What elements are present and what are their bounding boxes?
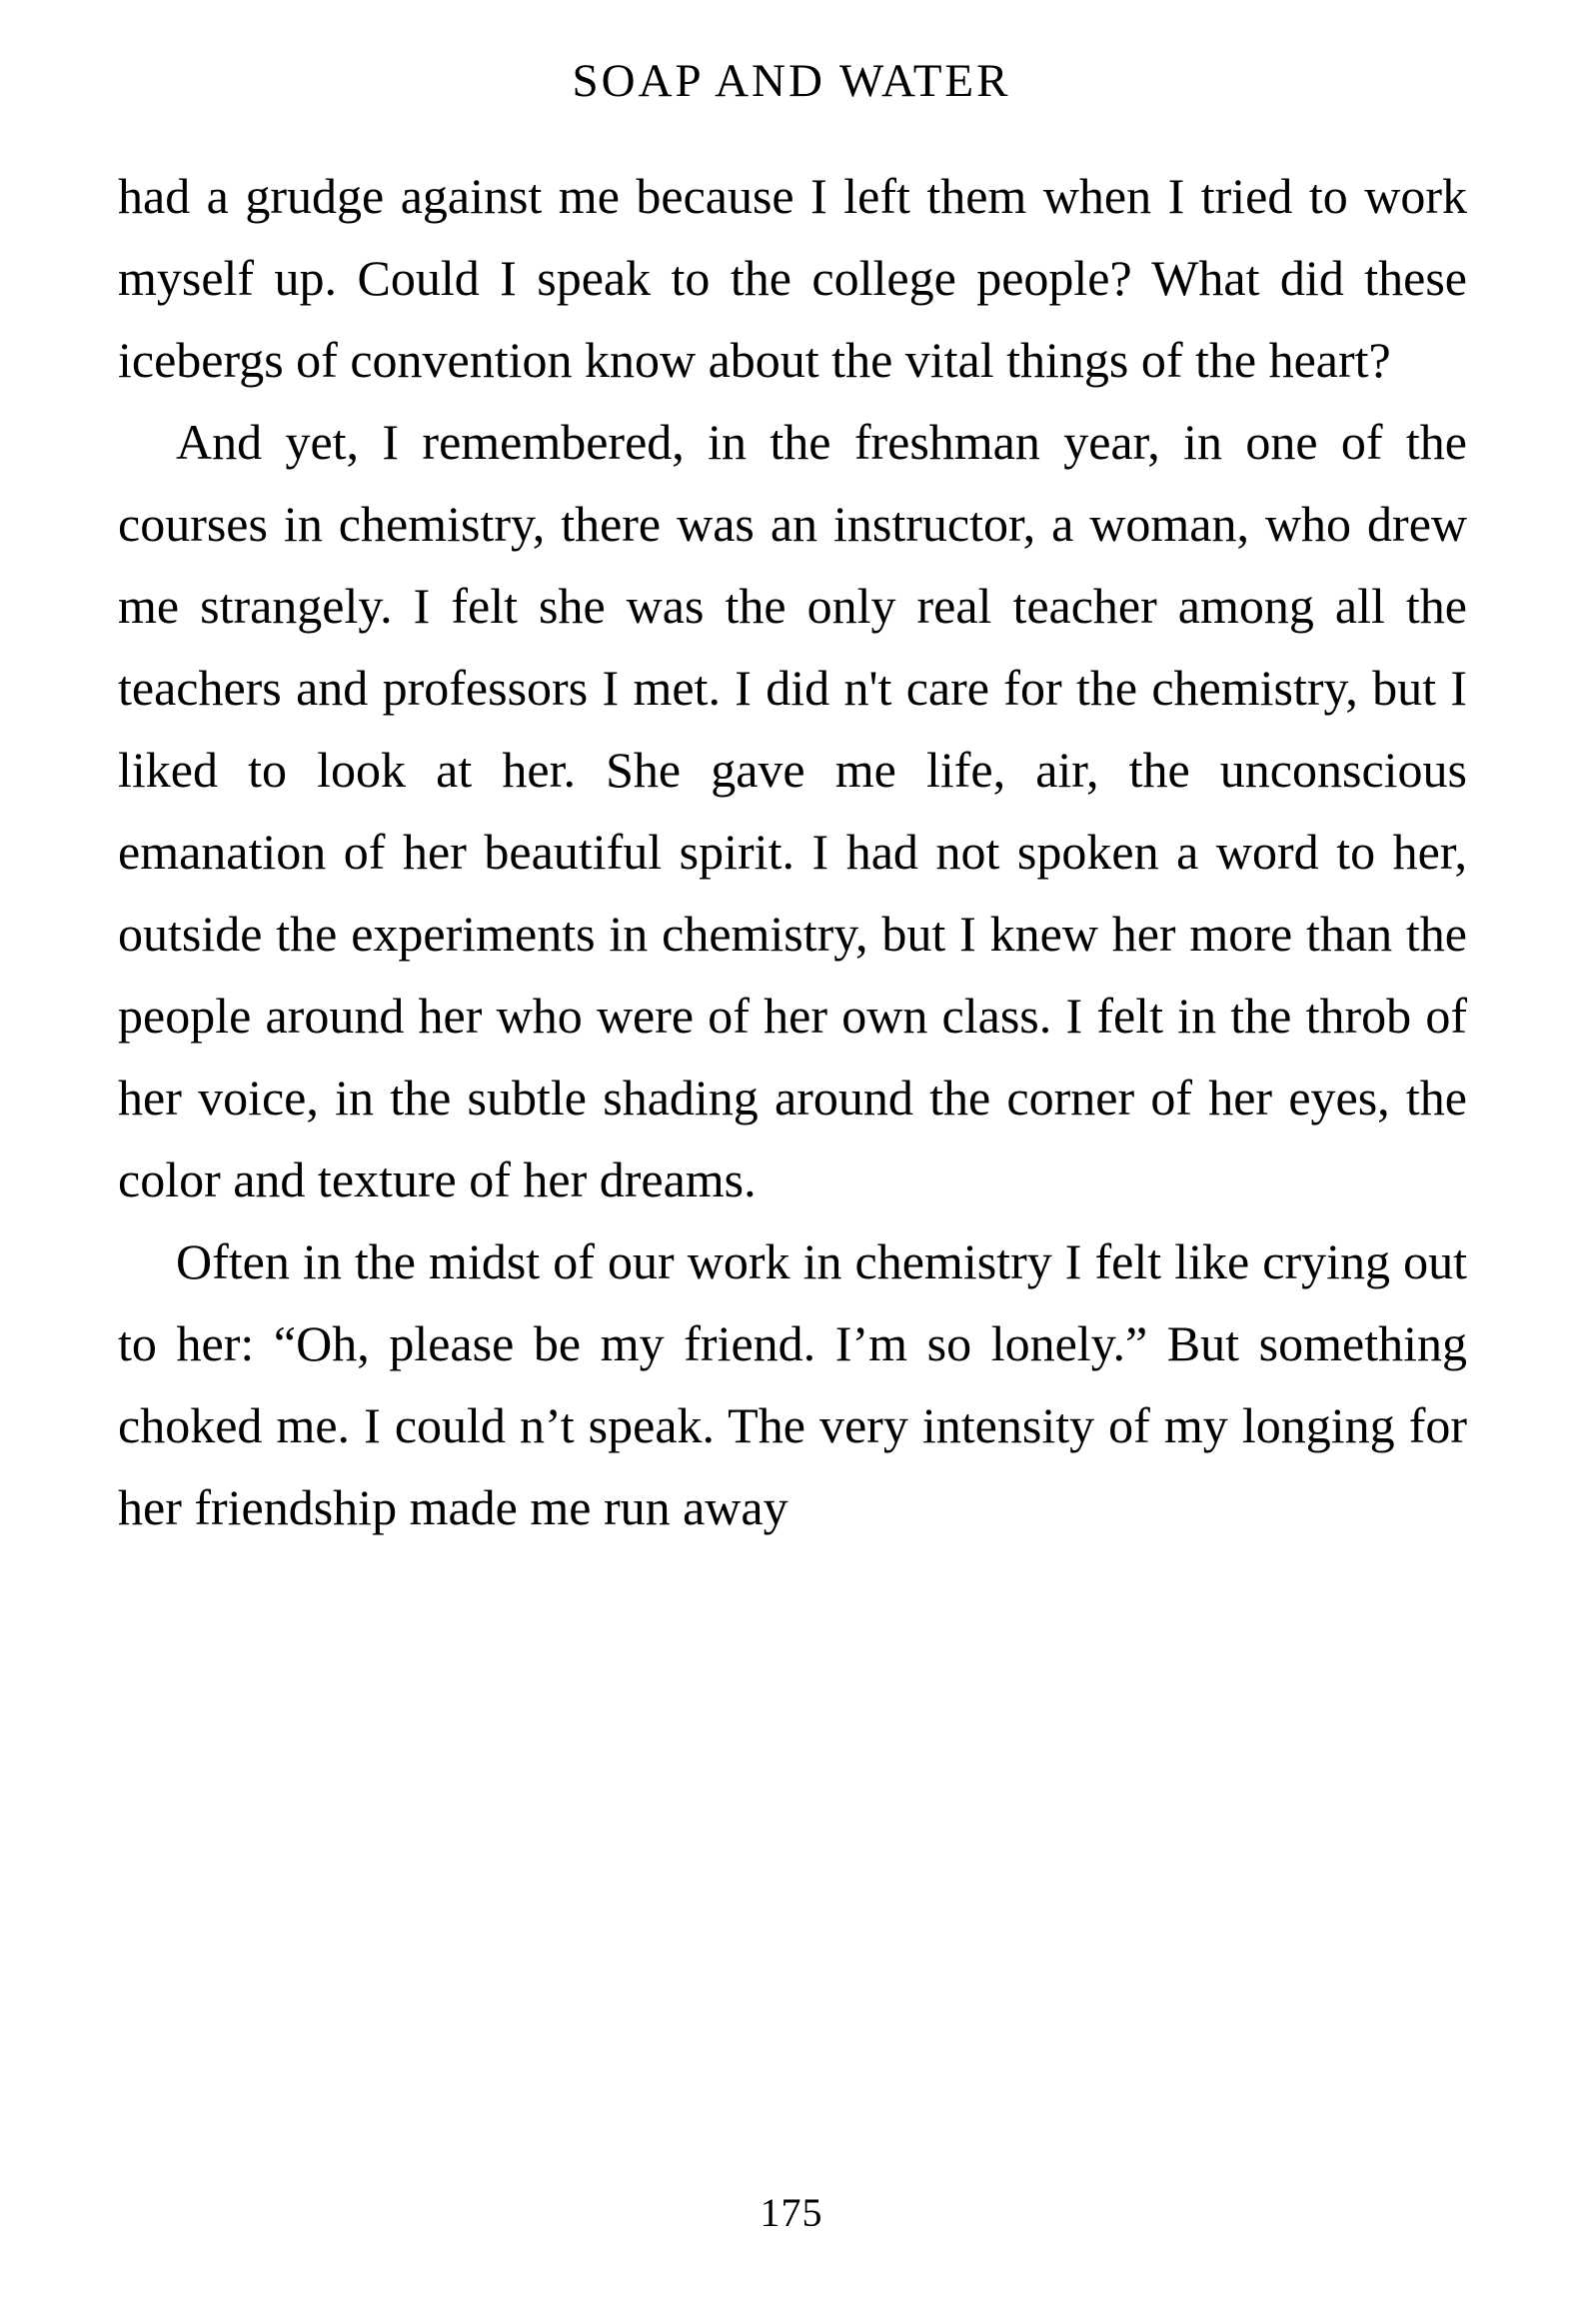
paragraph-1: had a grudge against me because I left them when I tried to work myself up. Could I speak to the college people? What did these icebergs of convention know about the vital things of the heart? [118, 168, 1467, 388]
page-running-head: SOAP AND WATER [572, 55, 1011, 107]
paragraph-2: And yet, I remembered, in the freshman year, in one of the courses in chemistry, there was an instructor, a woman, who drew me strangely. I felt she was the only real teacher among all the teachers and professors I met. I did n't care for the chemistry, but I liked to look at her. She gave me life, air, the unconscious emanation of her beautiful spirit. I had not spoken a word to her, outside the experiments in chemistry, but I knew her more than the people around her who were of her own class. I felt in the throb of her voice, in the subtle shading around the corner of her eyes, the color and texture of her dreams. [118, 414, 1467, 1207]
page-body-text [118, 155, 1467, 1548]
page-number: 175 [760, 2190, 823, 2235]
paragraph-3: Often in the midst of our work in chemistry I felt like crying out to her: “Oh, please be my friend. I’m so lonely.” But something choked me. I could n’t speak. The very intensity of my longing for her friendship made me run away [118, 1233, 1467, 1535]
